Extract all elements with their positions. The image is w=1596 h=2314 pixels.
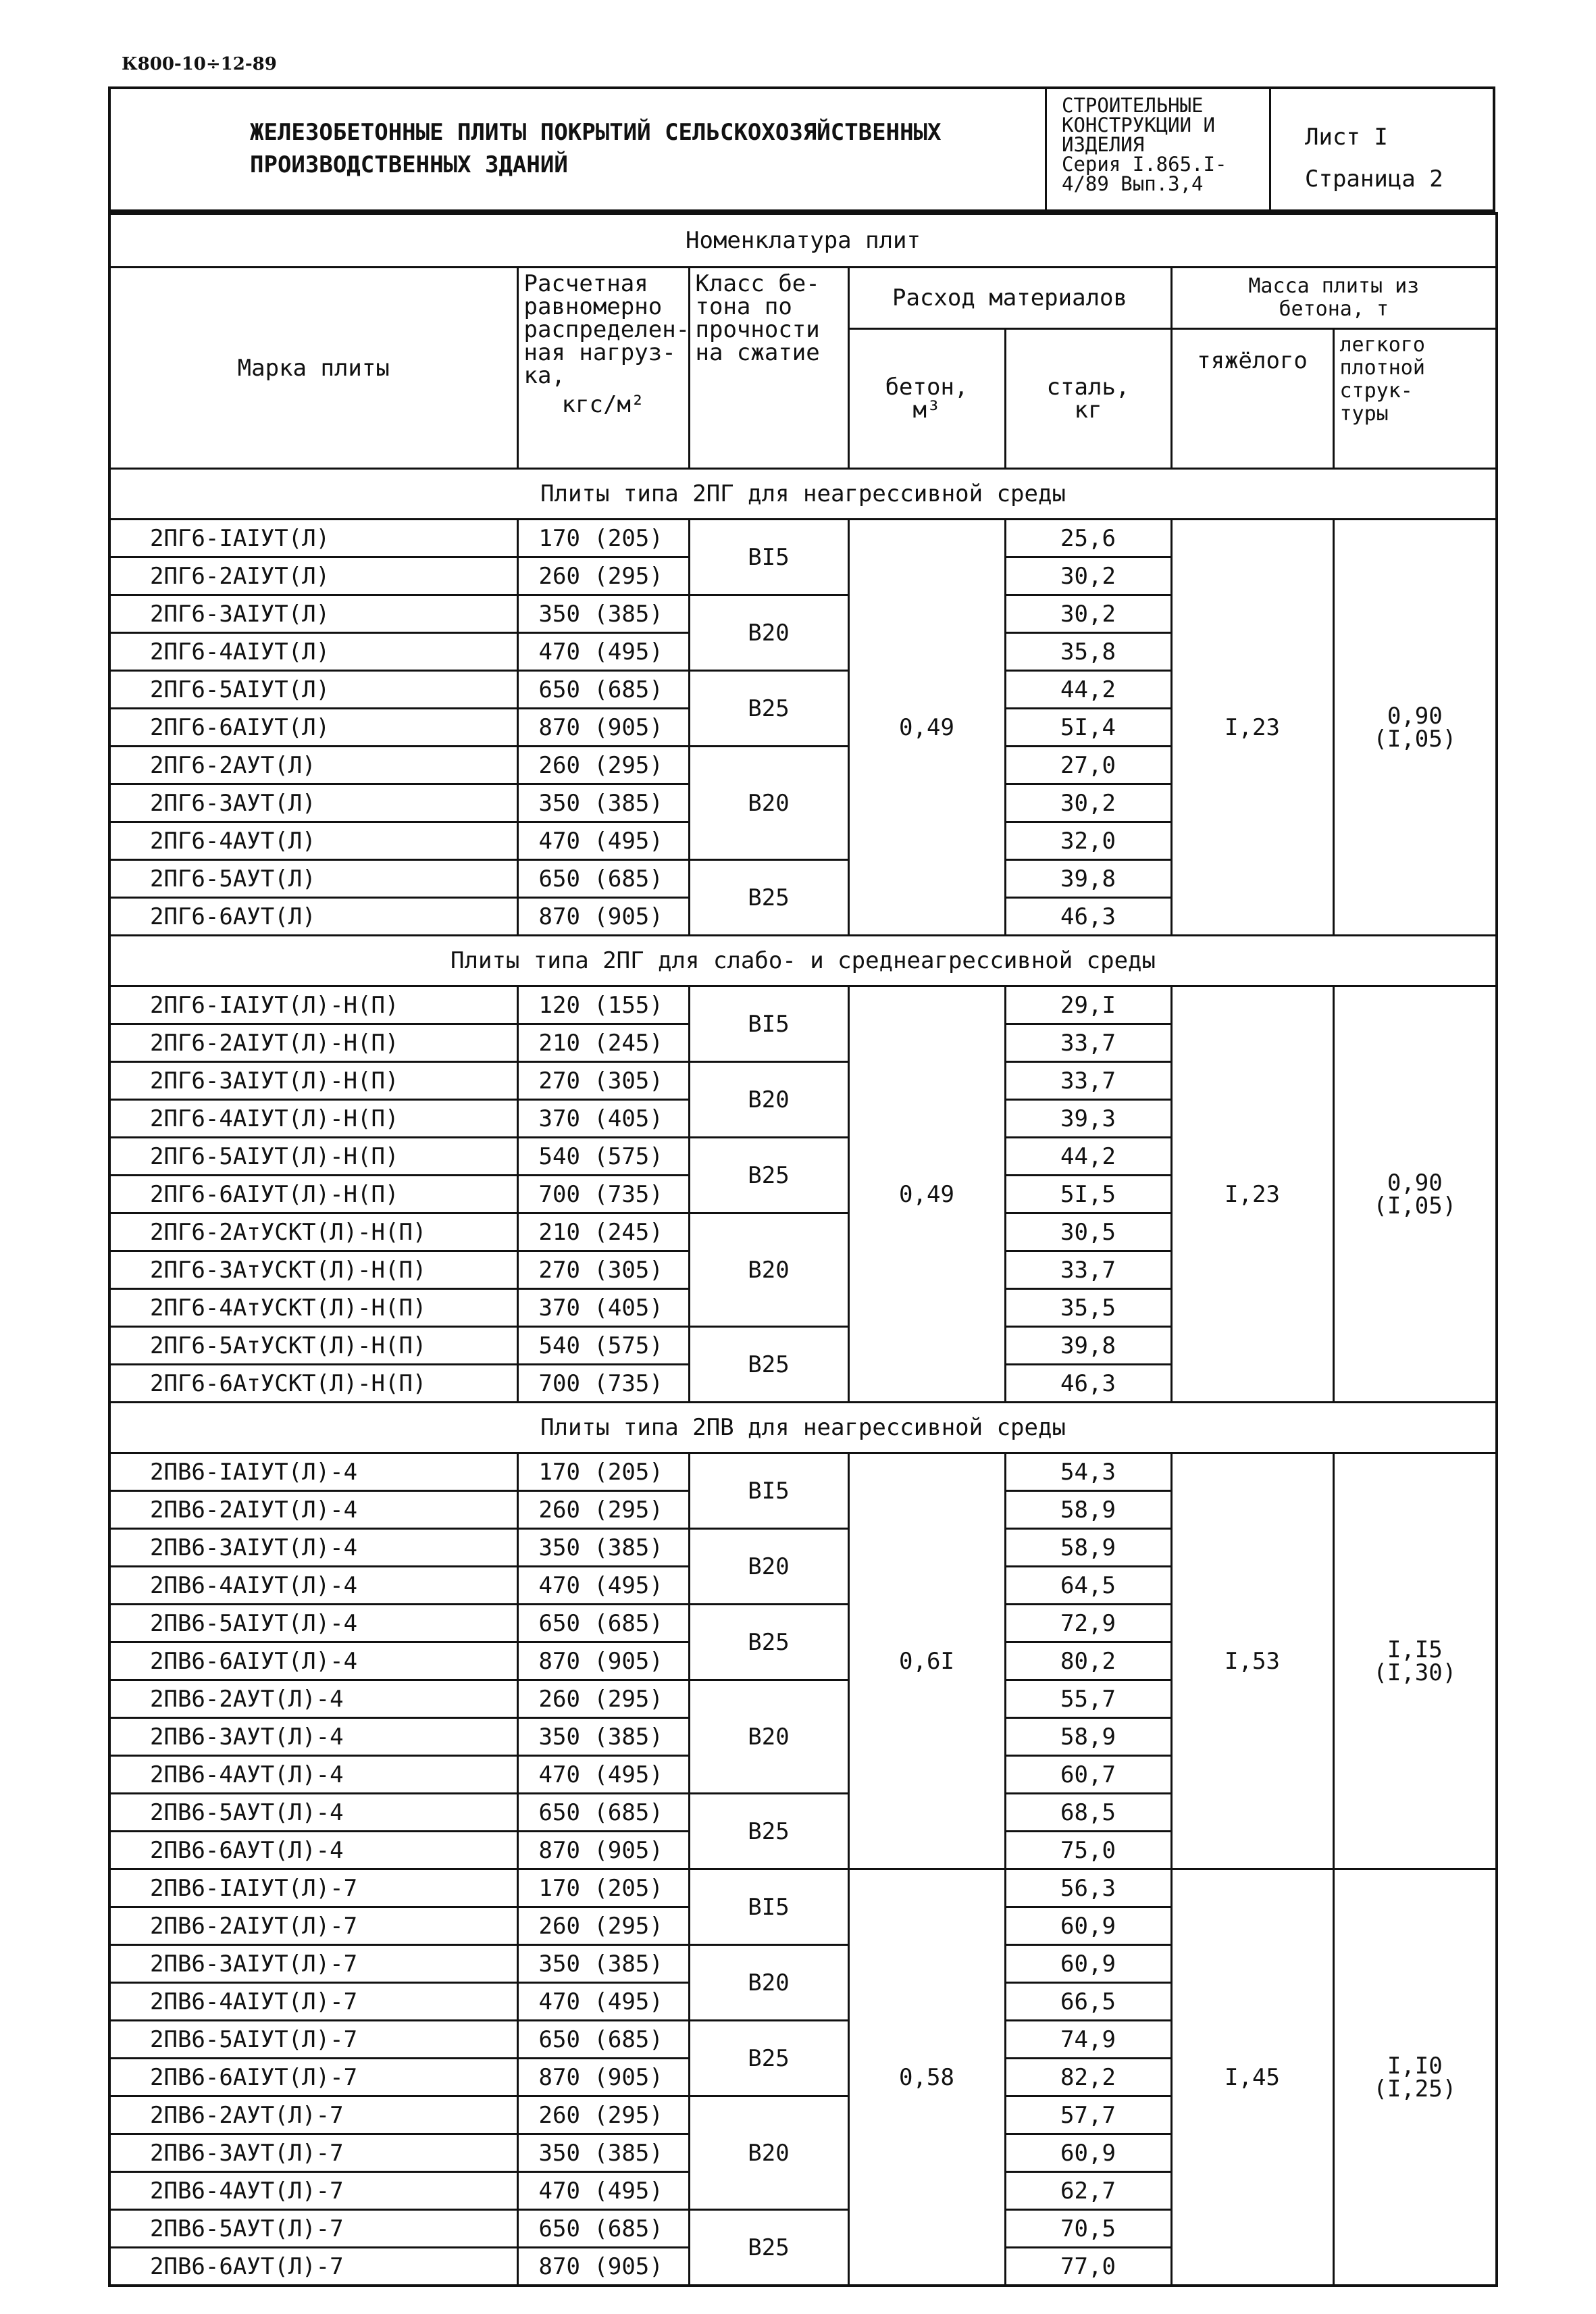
sheet-cell xyxy=(1271,89,1493,209)
heavy-concrete-mass: I,23 xyxy=(1171,520,1333,936)
heavy-concrete-mass: I,23 xyxy=(1171,986,1333,1403)
header-class xyxy=(689,268,848,469)
plate-mark: 2ПГ6-4AIУТ(Л)-Н(П) xyxy=(109,1100,517,1138)
design-load: 350 (385) xyxy=(517,595,689,633)
plate-mark: 2ПГ6-3AIУТ(Л) xyxy=(109,595,517,633)
design-load: 650 (685) xyxy=(517,2021,689,2059)
steel-mass: 5I,4 xyxy=(1005,709,1171,747)
design-load: 260 (295) xyxy=(517,557,689,595)
plate-mark: 2ПГ6-2AIУТ(Л) xyxy=(109,557,517,595)
header-mass-line-1: Масса плиты из xyxy=(1248,274,1420,298)
concrete-class: BI5 xyxy=(689,520,848,595)
plate-mark: 2ПГ6-3AIУТ(Л)-Н(П) xyxy=(109,1062,517,1100)
plate-mark: 2ПГ6-4AУТ(Л) xyxy=(109,822,517,860)
light-mass-value: 0,90 xyxy=(1387,702,1443,730)
design-load: 470 (495) xyxy=(517,1983,689,2021)
design-load: 470 (495) xyxy=(517,822,689,860)
concrete-class: B25 xyxy=(689,860,848,936)
header-load-line-2: равномерно xyxy=(523,293,663,320)
steel-mass: 30,5 xyxy=(1005,1213,1171,1251)
plate-mark: 2ПВ6-3AIУТ(Л)-7 xyxy=(109,1945,517,1983)
plate-mark: 2ПГ6-IAIУТ(Л)-Н(П) xyxy=(109,986,517,1024)
concrete-class: BI5 xyxy=(689,1453,848,1529)
plate-mark: 2ПГ6-5AУТ(Л) xyxy=(109,860,517,898)
plate-mark: 2ПВ6-4AIУТ(Л)-7 xyxy=(109,1983,517,2021)
plate-mark: 2ПВ6-5AУТ(Л)-7 xyxy=(109,2210,517,2248)
design-load: 870 (905) xyxy=(517,2059,689,2096)
steel-mass: 30,2 xyxy=(1005,557,1171,595)
plate-mark: 2ПГ6-5AIУТ(Л) xyxy=(109,671,517,709)
design-load: 120 (155) xyxy=(517,986,689,1024)
design-load: 170 (205) xyxy=(517,1869,689,1907)
concrete-class: B20 xyxy=(689,1062,848,1138)
design-load: 470 (495) xyxy=(517,1567,689,1605)
steel-mass: 58,9 xyxy=(1005,1529,1171,1567)
steel-mass: 25,6 xyxy=(1005,520,1171,557)
plate-mark: 2ПГ6-3AтУСКТ(Л)-Н(П) xyxy=(109,1251,517,1289)
header-class-line-1: Класс бе- xyxy=(695,270,820,297)
design-load: 260 (295) xyxy=(517,2096,689,2134)
concrete-volume: 0,49 xyxy=(848,520,1005,936)
steel-mass: 56,3 xyxy=(1005,1869,1171,1907)
design-load: 650 (685) xyxy=(517,671,689,709)
section-title: Плиты типа 2ПГ для неагрессивной среды xyxy=(109,469,1497,520)
concrete-class: B25 xyxy=(689,1327,848,1403)
design-load: 260 (295) xyxy=(517,747,689,784)
steel-mass: 46,3 xyxy=(1005,898,1171,936)
design-load: 260 (295) xyxy=(517,1907,689,1945)
design-load: 170 (205) xyxy=(517,520,689,557)
steel-mass: 54,3 xyxy=(1005,1453,1171,1491)
steel-mass: 60,9 xyxy=(1005,1945,1171,1983)
series-cell xyxy=(1047,89,1271,209)
steel-mass: 70,5 xyxy=(1005,2210,1171,2248)
header-load-line-1: Расчетная xyxy=(523,270,648,297)
design-load: 350 (385) xyxy=(517,1718,689,1756)
design-load: 260 (295) xyxy=(517,1491,689,1529)
steel-mass: 33,7 xyxy=(1005,1251,1171,1289)
steel-mass: 33,7 xyxy=(1005,1062,1171,1100)
header-light-line-1: легкого xyxy=(1339,333,1425,357)
concrete-class: B20 xyxy=(689,1529,848,1605)
plate-mark: 2ПГ6-6AIУТ(Л)-Н(П) xyxy=(109,1176,517,1213)
steel-mass: 35,8 xyxy=(1005,633,1171,671)
design-load: 210 (245) xyxy=(517,1213,689,1251)
plate-mark: 2ПВ6-4AУТ(Л)-7 xyxy=(109,2172,517,2210)
design-load: 700 (735) xyxy=(517,1365,689,1403)
plate-mark: 2ПГ6-2AУТ(Л) xyxy=(109,747,517,784)
plate-mark: 2ПВ6-2AIУТ(Л)-7 xyxy=(109,1907,517,1945)
header-light xyxy=(1333,329,1497,469)
plate-mark: 2ПГ6-2AтУСКТ(Л)-Н(П) xyxy=(109,1213,517,1251)
plate-mark: 2ПВ6-5AIУТ(Л)-4 xyxy=(109,1605,517,1642)
design-load: 870 (905) xyxy=(517,1832,689,1869)
design-load: 700 (735) xyxy=(517,1176,689,1213)
design-load: 650 (685) xyxy=(517,1794,689,1832)
concrete-volume: 0,49 xyxy=(848,986,1005,1403)
plate-mark: 2ПВ6-IAIУТ(Л)-7 xyxy=(109,1869,517,1907)
steel-mass: 27,0 xyxy=(1005,747,1171,784)
plate-mark: 2ПВ6-6AУТ(Л)-7 xyxy=(109,2248,517,2286)
header-load-unit: кгс/м² xyxy=(561,391,645,418)
steel-mass: 39,8 xyxy=(1005,860,1171,898)
plate-mark: 2ПГ6-3AУТ(Л) xyxy=(109,784,517,822)
plate-mark: 2ПГ6-2AIУТ(Л)-Н(П) xyxy=(109,1024,517,1062)
design-load: 870 (905) xyxy=(517,898,689,936)
title-line-1: ЖЕЛЕЗОБЕТОННЫЕ ПЛИТЫ ПОКРЫТИЙ СЕЛЬСКОХОЗЯЙСТВЕННЫХ xyxy=(250,119,942,146)
design-load: 650 (685) xyxy=(517,2210,689,2248)
sheet-info xyxy=(1305,116,1443,200)
title-block xyxy=(108,86,1495,212)
light-concrete-mass xyxy=(1333,520,1497,936)
header-class-line-3: прочности xyxy=(695,316,820,343)
design-load: 470 (495) xyxy=(517,1756,689,1794)
steel-mass: 74,9 xyxy=(1005,2021,1171,2059)
plate-mark: 2ПГ6-IAIУТ(Л) xyxy=(109,520,517,557)
light-mass-alt-value: (I,05) xyxy=(1373,1192,1457,1219)
header-mass-line-2: бетона, т xyxy=(1279,297,1389,321)
sheet-number: Лист I xyxy=(1305,124,1388,151)
design-load: 260 (295) xyxy=(517,1680,689,1718)
steel-mass: 44,2 xyxy=(1005,1138,1171,1176)
table-row xyxy=(109,520,1497,557)
design-load: 540 (575) xyxy=(517,1138,689,1176)
table-caption: Номенклатура плит xyxy=(109,213,1497,268)
steel-mass: 35,5 xyxy=(1005,1289,1171,1327)
steel-mass: 39,8 xyxy=(1005,1327,1171,1365)
plate-mark: 2ПГ6-5AIУТ(Л)-Н(П) xyxy=(109,1138,517,1176)
header-light-line-3: струк- xyxy=(1339,379,1413,403)
header-load-line-5: ка, xyxy=(523,362,565,389)
steel-mass: 58,9 xyxy=(1005,1718,1171,1756)
steel-mass: 29,I xyxy=(1005,986,1171,1024)
header-load-line-4: ная нагруз- xyxy=(523,339,676,366)
steel-mass: 75,0 xyxy=(1005,1832,1171,1869)
light-concrete-mass xyxy=(1333,986,1497,1403)
steel-mass: 72,9 xyxy=(1005,1605,1171,1642)
plate-mark: 2ПГ6-5AтУСКТ(Л)-Н(П) xyxy=(109,1327,517,1365)
plate-mark: 2ПВ6-4AУТ(Л)-4 xyxy=(109,1756,517,1794)
header-light-line-2: плотной xyxy=(1339,356,1425,380)
plate-mark: 2ПГ6-6AУТ(Л) xyxy=(109,898,517,936)
steel-mass: 57,7 xyxy=(1005,2096,1171,2134)
series-line-3: ИЗДЕЛИЯ xyxy=(1062,133,1145,156)
section-title: Плиты типа 2ПВ для неагрессивной среды xyxy=(109,1403,1497,1453)
steel-mass: 58,9 xyxy=(1005,1491,1171,1529)
steel-mass: 44,2 xyxy=(1005,671,1171,709)
header-concrete-line-1: бетон, xyxy=(885,374,969,401)
concrete-class: B20 xyxy=(689,2096,848,2210)
series-line-2: КОНСТРУКЦИИ И xyxy=(1062,114,1215,136)
concrete-volume: 0,6I xyxy=(848,1453,1005,1869)
concrete-class: B20 xyxy=(689,1213,848,1327)
plate-mark: 2ПВ6-2AIУТ(Л)-4 xyxy=(109,1491,517,1529)
design-load: 370 (405) xyxy=(517,1289,689,1327)
header-class-line-2: тона по xyxy=(695,293,792,320)
light-mass-value: I,I0 xyxy=(1387,2052,1443,2080)
header-steel-line-2: кг xyxy=(1074,397,1102,424)
design-load: 870 (905) xyxy=(517,1642,689,1680)
steel-mass: 30,2 xyxy=(1005,784,1171,822)
light-mass-value: I,I5 xyxy=(1387,1636,1443,1663)
steel-mass: 60,7 xyxy=(1005,1756,1171,1794)
concrete-class: B25 xyxy=(689,671,848,747)
design-load: 650 (685) xyxy=(517,860,689,898)
design-load: 210 (245) xyxy=(517,1024,689,1062)
design-load: 270 (305) xyxy=(517,1062,689,1100)
plate-mark: 2ПВ6-6AУТ(Л)-4 xyxy=(109,1832,517,1869)
concrete-class: B20 xyxy=(689,595,848,671)
design-load: 270 (305) xyxy=(517,1251,689,1289)
steel-mass: 32,0 xyxy=(1005,822,1171,860)
heavy-concrete-mass: I,45 xyxy=(1171,1869,1333,2286)
design-load: 350 (385) xyxy=(517,1529,689,1567)
table-row xyxy=(109,1869,1497,1907)
steel-mass: 60,9 xyxy=(1005,1907,1171,1945)
design-load: 650 (685) xyxy=(517,1605,689,1642)
design-load: 870 (905) xyxy=(517,709,689,747)
plate-mark: 2ПГ6-4AтУСКТ(Л)-Н(П) xyxy=(109,1289,517,1327)
table-row xyxy=(109,986,1497,1024)
header-concrete-line-2: м³ xyxy=(912,397,941,424)
steel-mass: 66,5 xyxy=(1005,1983,1171,2021)
plate-mark: 2ПГ6-4AIУТ(Л) xyxy=(109,633,517,671)
light-mass-alt-value: (I,25) xyxy=(1373,2075,1457,2103)
design-load: 470 (495) xyxy=(517,633,689,671)
plate-mark: 2ПВ6-6AIУТ(Л)-7 xyxy=(109,2059,517,2096)
design-load: 350 (385) xyxy=(517,1945,689,1983)
section-title: Плиты типа 2ПГ для слабо- и среднеагрессивной среды xyxy=(109,936,1497,986)
heavy-concrete-mass: I,53 xyxy=(1171,1453,1333,1869)
header-light-line-4: туры xyxy=(1339,402,1389,426)
concrete-class: B20 xyxy=(689,747,848,860)
design-load: 540 (575) xyxy=(517,1327,689,1365)
title-line-2: ПРОИЗВОДСТВЕННЫХ ЗДАНИЙ xyxy=(250,151,568,178)
concrete-class: B25 xyxy=(689,2210,848,2286)
plate-mark: 2ПГ6-6AIУТ(Л) xyxy=(109,709,517,747)
steel-mass: 80,2 xyxy=(1005,1642,1171,1680)
header-steel xyxy=(1005,329,1171,469)
steel-mass: 55,7 xyxy=(1005,1680,1171,1718)
header-heavy: тяжёлого xyxy=(1171,329,1333,469)
nomenclature-table xyxy=(108,212,1498,2287)
steel-mass: 68,5 xyxy=(1005,1794,1171,1832)
plate-mark: 2ПВ6-3AУТ(Л)-4 xyxy=(109,1718,517,1756)
plate-mark: 2ПГ6-6AтУСКТ(Л)-Н(П) xyxy=(109,1365,517,1403)
design-load: 350 (385) xyxy=(517,2134,689,2172)
plate-mark: 2ПВ6-2AУТ(Л)-7 xyxy=(109,2096,517,2134)
plate-mark: 2ПВ6-4AIУТ(Л)-4 xyxy=(109,1567,517,1605)
plate-mark: 2ПВ6-3AIУТ(Л)-4 xyxy=(109,1529,517,1567)
light-mass-alt-value: (I,30) xyxy=(1373,1659,1457,1686)
header-mass xyxy=(1171,268,1497,329)
concrete-class: BI5 xyxy=(689,1869,848,1945)
concrete-class: B20 xyxy=(689,1945,848,2021)
header-mark-label: Марка плиты xyxy=(237,354,390,382)
table-row xyxy=(109,1453,1497,1491)
concrete-volume: 0,58 xyxy=(848,1869,1005,2286)
design-load: 350 (385) xyxy=(517,784,689,822)
design-load: 170 (205) xyxy=(517,1453,689,1491)
plate-mark: 2ПВ6-6AIУТ(Л)-4 xyxy=(109,1642,517,1680)
concrete-class: B25 xyxy=(689,2021,848,2096)
light-concrete-mass xyxy=(1333,1869,1497,2286)
concrete-class: B20 xyxy=(689,1680,848,1794)
steel-mass: 33,7 xyxy=(1005,1024,1171,1062)
steel-mass: 5I,5 xyxy=(1005,1176,1171,1213)
page-number: Страница 2 xyxy=(1305,166,1443,193)
series-line-5: 4/89 Вып.3,4 xyxy=(1062,172,1204,195)
header-concrete xyxy=(848,329,1005,469)
concrete-class: B25 xyxy=(689,1794,848,1869)
header-load xyxy=(517,268,689,469)
series-line-4: Серия I.865.I- xyxy=(1062,153,1227,176)
plate-mark: 2ПВ6-3AУТ(Л)-7 xyxy=(109,2134,517,2172)
header-load-line-3: распределен- xyxy=(523,316,690,343)
light-mass-alt-value: (I,05) xyxy=(1373,725,1457,753)
document-title xyxy=(250,116,1033,181)
concrete-class: B25 xyxy=(689,1605,848,1680)
steel-mass: 60,9 xyxy=(1005,2134,1171,2172)
steel-mass: 62,7 xyxy=(1005,2172,1171,2210)
steel-mass: 30,2 xyxy=(1005,595,1171,633)
concrete-class: BI5 xyxy=(689,986,848,1062)
title-cell xyxy=(111,89,1047,209)
steel-mass: 64,5 xyxy=(1005,1567,1171,1605)
light-concrete-mass xyxy=(1333,1453,1497,1869)
header-mark xyxy=(109,268,517,469)
steel-mass: 77,0 xyxy=(1005,2248,1171,2286)
steel-mass: 39,3 xyxy=(1005,1100,1171,1138)
document-code: К800-10÷12-89 xyxy=(122,54,277,74)
design-load: 370 (405) xyxy=(517,1100,689,1138)
header-class-line-4: на сжатие xyxy=(695,339,820,366)
design-load: 470 (495) xyxy=(517,2172,689,2210)
plate-mark: 2ПВ6-5AУТ(Л)-4 xyxy=(109,1794,517,1832)
steel-mass: 82,2 xyxy=(1005,2059,1171,2096)
header-steel-line-1: сталь, xyxy=(1046,374,1130,401)
series-line-1: СТРОИТЕЛЬНЫЕ xyxy=(1062,94,1204,117)
series-info xyxy=(1062,96,1227,194)
design-load: 870 (905) xyxy=(517,2248,689,2286)
steel-mass: 46,3 xyxy=(1005,1365,1171,1403)
plate-mark: 2ПВ6-5AIУТ(Л)-7 xyxy=(109,2021,517,2059)
header-materials: Расход материалов xyxy=(848,268,1171,329)
concrete-class: B25 xyxy=(689,1138,848,1213)
light-mass-value: 0,90 xyxy=(1387,1169,1443,1197)
plate-mark: 2ПВ6-IAIУТ(Л)-4 xyxy=(109,1453,517,1491)
plate-mark: 2ПВ6-2AУТ(Л)-4 xyxy=(109,1680,517,1718)
